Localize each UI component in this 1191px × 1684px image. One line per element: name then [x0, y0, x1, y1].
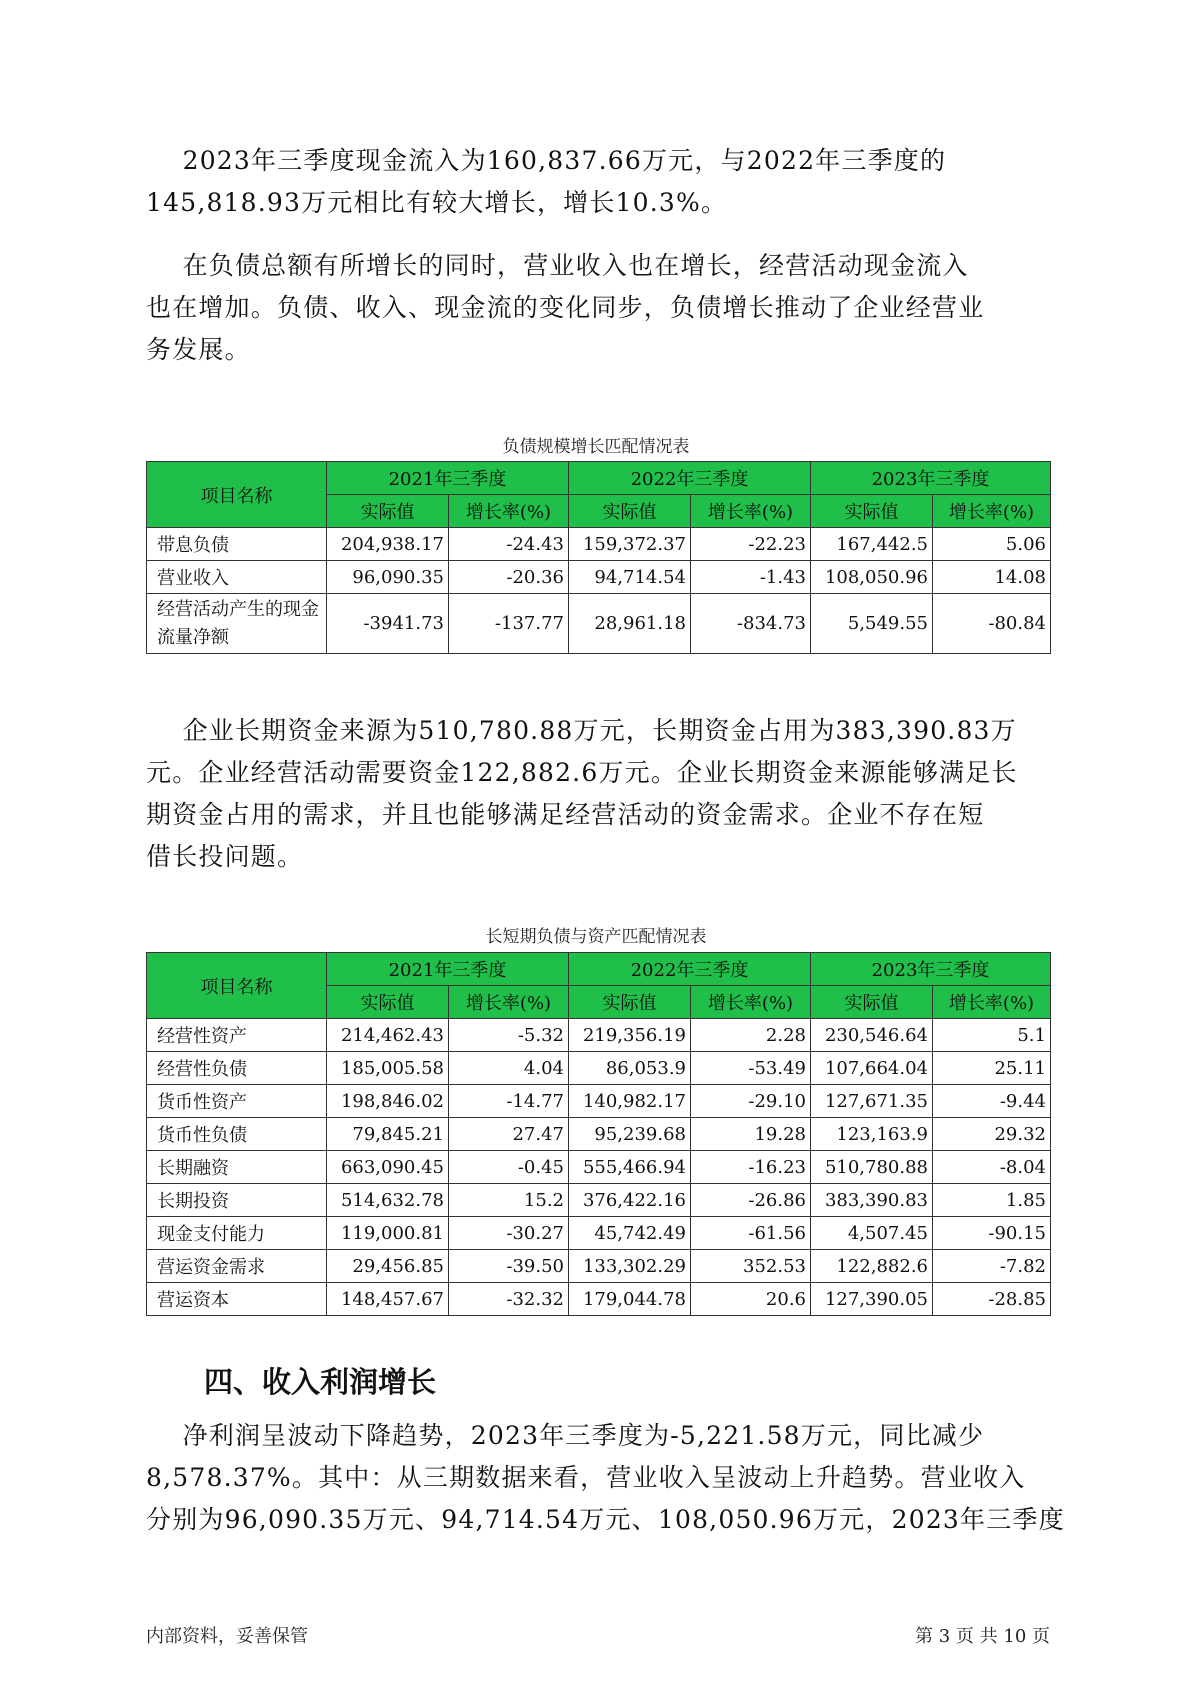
growth-rate-cell: -9.44	[933, 1085, 1051, 1118]
growth-rate-cell: 2.28	[691, 1019, 811, 1052]
footer-page-number: 第 3 页 共 10 页	[915, 1626, 1050, 1647]
text-line: 在负债总额有所增长的同时，营业收入也在增长，经营活动现金流入	[146, 251, 969, 280]
row-label: 经营性资产	[147, 1019, 327, 1052]
actual-value-cell: 230,546.64	[811, 1019, 933, 1052]
text-line: 分别为96,090.35万元、94,714.54万元、108,050.96万元，2023年三季度	[146, 1505, 1065, 1534]
actual-value-cell: -3941.73	[327, 594, 449, 654]
section-heading: 四、收入利润增长	[204, 1365, 437, 1399]
actual-value-cell: 95,239.68	[569, 1118, 691, 1151]
text-line: 期资金占用的需求，并且也能够满足经营活动的资金需求。企业不存在短	[146, 800, 985, 829]
actual-value-cell: 159,372.37	[569, 528, 691, 561]
text-line: 企业长期资金来源为510,780.88万元，长期资金占用为383,390.83万	[146, 716, 1017, 745]
actual-value-cell: 94,714.54	[569, 561, 691, 594]
growth-rate-cell: 5.1	[933, 1019, 1051, 1052]
table-row	[147, 1151, 1051, 1184]
header-actual: 实际值	[569, 986, 691, 1019]
actual-value-cell: 167,442.5	[811, 528, 933, 561]
growth-rate-cell: 14.08	[933, 561, 1051, 594]
header-growth: 增长率(%)	[691, 495, 811, 528]
header-actual: 实际值	[811, 986, 933, 1019]
row-label: 经营活动产生的现金流量净额	[147, 594, 327, 654]
actual-value-cell: 198,846.02	[327, 1085, 449, 1118]
text-line: 务发展。	[146, 335, 251, 364]
growth-rate-cell: 20.6	[691, 1283, 811, 1316]
debt-scale-table	[146, 461, 1051, 654]
actual-value-cell: 133,302.29	[569, 1250, 691, 1283]
actual-value-cell: 29,456.85	[327, 1250, 449, 1283]
actual-value-cell: 96,090.35	[327, 561, 449, 594]
table-row	[147, 1283, 1051, 1316]
long-short-term-table	[146, 952, 1051, 1316]
growth-rate-cell: -80.84	[933, 594, 1051, 654]
growth-rate-cell: 5.06	[933, 528, 1051, 561]
text-line: 净利润呈波动下降趋势，2023年三季度为-5,221.58万元，同比减少	[146, 1421, 985, 1450]
header-item-name: 项目名称	[147, 462, 327, 528]
table-row	[147, 1052, 1051, 1085]
growth-rate-cell: -24.43	[449, 528, 569, 561]
table-body	[147, 1019, 1051, 1316]
text-line: 也在增加。负债、收入、现金流的变化同步，负债增长推动了企业经营业	[146, 293, 985, 322]
actual-value-cell: 108,050.96	[811, 561, 933, 594]
growth-rate-cell: -0.45	[449, 1151, 569, 1184]
table-row	[147, 528, 1051, 561]
growth-rate-cell: 19.28	[691, 1118, 811, 1151]
table-row	[147, 561, 1051, 594]
growth-rate-cell: 25.11	[933, 1052, 1051, 1085]
text-line: 借长投问题。	[146, 842, 304, 871]
header-actual: 实际值	[811, 495, 933, 528]
growth-rate-cell: -28.85	[933, 1283, 1051, 1316]
actual-value-cell: 383,390.83	[811, 1184, 933, 1217]
actual-value-cell: 204,938.17	[327, 528, 449, 561]
table-body	[147, 528, 1051, 654]
header-year: 2022年三季度	[569, 953, 811, 986]
row-label: 经营性负债	[147, 1052, 327, 1085]
footer-left: 内部资料，妥善保管	[146, 1626, 308, 1647]
header-growth: 增长率(%)	[933, 986, 1051, 1019]
actual-value-cell: 45,742.49	[569, 1217, 691, 1250]
table-row	[147, 1085, 1051, 1118]
actual-value-cell: 140,982.17	[569, 1085, 691, 1118]
actual-value-cell: 5,549.55	[811, 594, 933, 654]
header-actual: 实际值	[569, 495, 691, 528]
actual-value-cell: 122,882.6	[811, 1250, 933, 1283]
header-growth: 增长率(%)	[691, 986, 811, 1019]
actual-value-cell: 510,780.88	[811, 1151, 933, 1184]
row-label: 长期投资	[147, 1184, 327, 1217]
actual-value-cell: 555,466.94	[569, 1151, 691, 1184]
row-label: 长期融资	[147, 1151, 327, 1184]
paragraph-long-term-funds	[146, 710, 1046, 878]
growth-rate-cell: -137.77	[449, 594, 569, 654]
actual-value-cell: 107,664.04	[811, 1052, 933, 1085]
growth-rate-cell: -30.27	[449, 1217, 569, 1250]
actual-value-cell: 185,005.58	[327, 1052, 449, 1085]
header-growth: 增长率(%)	[449, 986, 569, 1019]
text-line: 2023年三季度现金流入为160,837.66万元，与2022年三季度的	[146, 146, 947, 175]
growth-rate-cell: -8.04	[933, 1151, 1051, 1184]
actual-value-cell: 148,457.67	[327, 1283, 449, 1316]
growth-rate-cell: 29.32	[933, 1118, 1051, 1151]
row-label: 营业收入	[147, 561, 327, 594]
growth-rate-cell: -53.49	[691, 1052, 811, 1085]
actual-value-cell: 86,053.9	[569, 1052, 691, 1085]
row-label: 营运资金需求	[147, 1250, 327, 1283]
actual-value-cell: 119,000.81	[327, 1217, 449, 1250]
table-row	[147, 1184, 1051, 1217]
table-caption: 负债规模增长匹配情况表	[502, 437, 690, 457]
row-label: 现金支付能力	[147, 1217, 327, 1250]
actual-value-cell: 663,090.45	[327, 1151, 449, 1184]
header-actual: 实际值	[327, 495, 449, 528]
growth-rate-cell: -32.32	[449, 1283, 569, 1316]
header-year: 2021年三季度	[327, 462, 569, 495]
actual-value-cell: 376,422.16	[569, 1184, 691, 1217]
text-line: 145,818.93万元相比有较大增长，增长10.3%。	[146, 188, 728, 217]
growth-rate-cell: -61.56	[691, 1217, 811, 1250]
paragraph-debt-growth	[146, 245, 1046, 371]
growth-rate-cell: 15.2	[449, 1184, 569, 1217]
growth-rate-cell: -834.73	[691, 594, 811, 654]
header-year: 2021年三季度	[327, 953, 569, 986]
growth-rate-cell: -29.10	[691, 1085, 811, 1118]
row-label: 营运资本	[147, 1283, 327, 1316]
growth-rate-cell: -39.50	[449, 1250, 569, 1283]
actual-value-cell: 214,462.43	[327, 1019, 449, 1052]
actual-value-cell: 28,961.18	[569, 594, 691, 654]
growth-rate-cell: -90.15	[933, 1217, 1051, 1250]
growth-rate-cell: 27.47	[449, 1118, 569, 1151]
actual-value-cell: 179,044.78	[569, 1283, 691, 1316]
row-label: 货币性负债	[147, 1118, 327, 1151]
row-label: 货币性资产	[147, 1085, 327, 1118]
row-label: 带息负债	[147, 528, 327, 561]
growth-rate-cell: 352.53	[691, 1250, 811, 1283]
growth-rate-cell: -26.86	[691, 1184, 811, 1217]
actual-value-cell: 123,163.9	[811, 1118, 933, 1151]
actual-value-cell: 514,632.78	[327, 1184, 449, 1217]
text-line: 8,578.37%。其中：从三期数据来看，营业收入呈波动上升趋势。营业收入	[146, 1463, 1026, 1492]
table-caption: 长短期负债与资产匹配情况表	[485, 927, 707, 947]
table-row	[147, 1118, 1051, 1151]
actual-value-cell: 219,356.19	[569, 1019, 691, 1052]
actual-value-cell: 127,671.35	[811, 1085, 933, 1118]
header-year: 2022年三季度	[569, 462, 811, 495]
growth-rate-cell: -5.32	[449, 1019, 569, 1052]
header-year: 2023年三季度	[811, 953, 1051, 986]
paragraph-cashflow	[146, 140, 1046, 224]
header-growth: 增长率(%)	[449, 495, 569, 528]
table-row	[147, 1250, 1051, 1283]
actual-value-cell: 127,390.05	[811, 1283, 933, 1316]
growth-rate-cell: -1.43	[691, 561, 811, 594]
growth-rate-cell: -20.36	[449, 561, 569, 594]
paragraph-net-profit	[146, 1415, 1065, 1541]
growth-rate-cell: -7.82	[933, 1250, 1051, 1283]
table-row	[147, 594, 1051, 654]
table-row	[147, 1019, 1051, 1052]
actual-value-cell: 4,507.45	[811, 1217, 933, 1250]
growth-rate-cell: -16.23	[691, 1151, 811, 1184]
header-item-name: 项目名称	[147, 953, 327, 1019]
growth-rate-cell: -22.23	[691, 528, 811, 561]
growth-rate-cell: 1.85	[933, 1184, 1051, 1217]
growth-rate-cell: -14.77	[449, 1085, 569, 1118]
header-year: 2023年三季度	[811, 462, 1051, 495]
actual-value-cell: 79,845.21	[327, 1118, 449, 1151]
table-row	[147, 1217, 1051, 1250]
text-line: 元。企业经营活动需要资金122,882.6万元。企业长期资金来源能够满足长	[146, 758, 1018, 787]
growth-rate-cell: 4.04	[449, 1052, 569, 1085]
header-actual: 实际值	[327, 986, 449, 1019]
header-growth: 增长率(%)	[933, 495, 1051, 528]
